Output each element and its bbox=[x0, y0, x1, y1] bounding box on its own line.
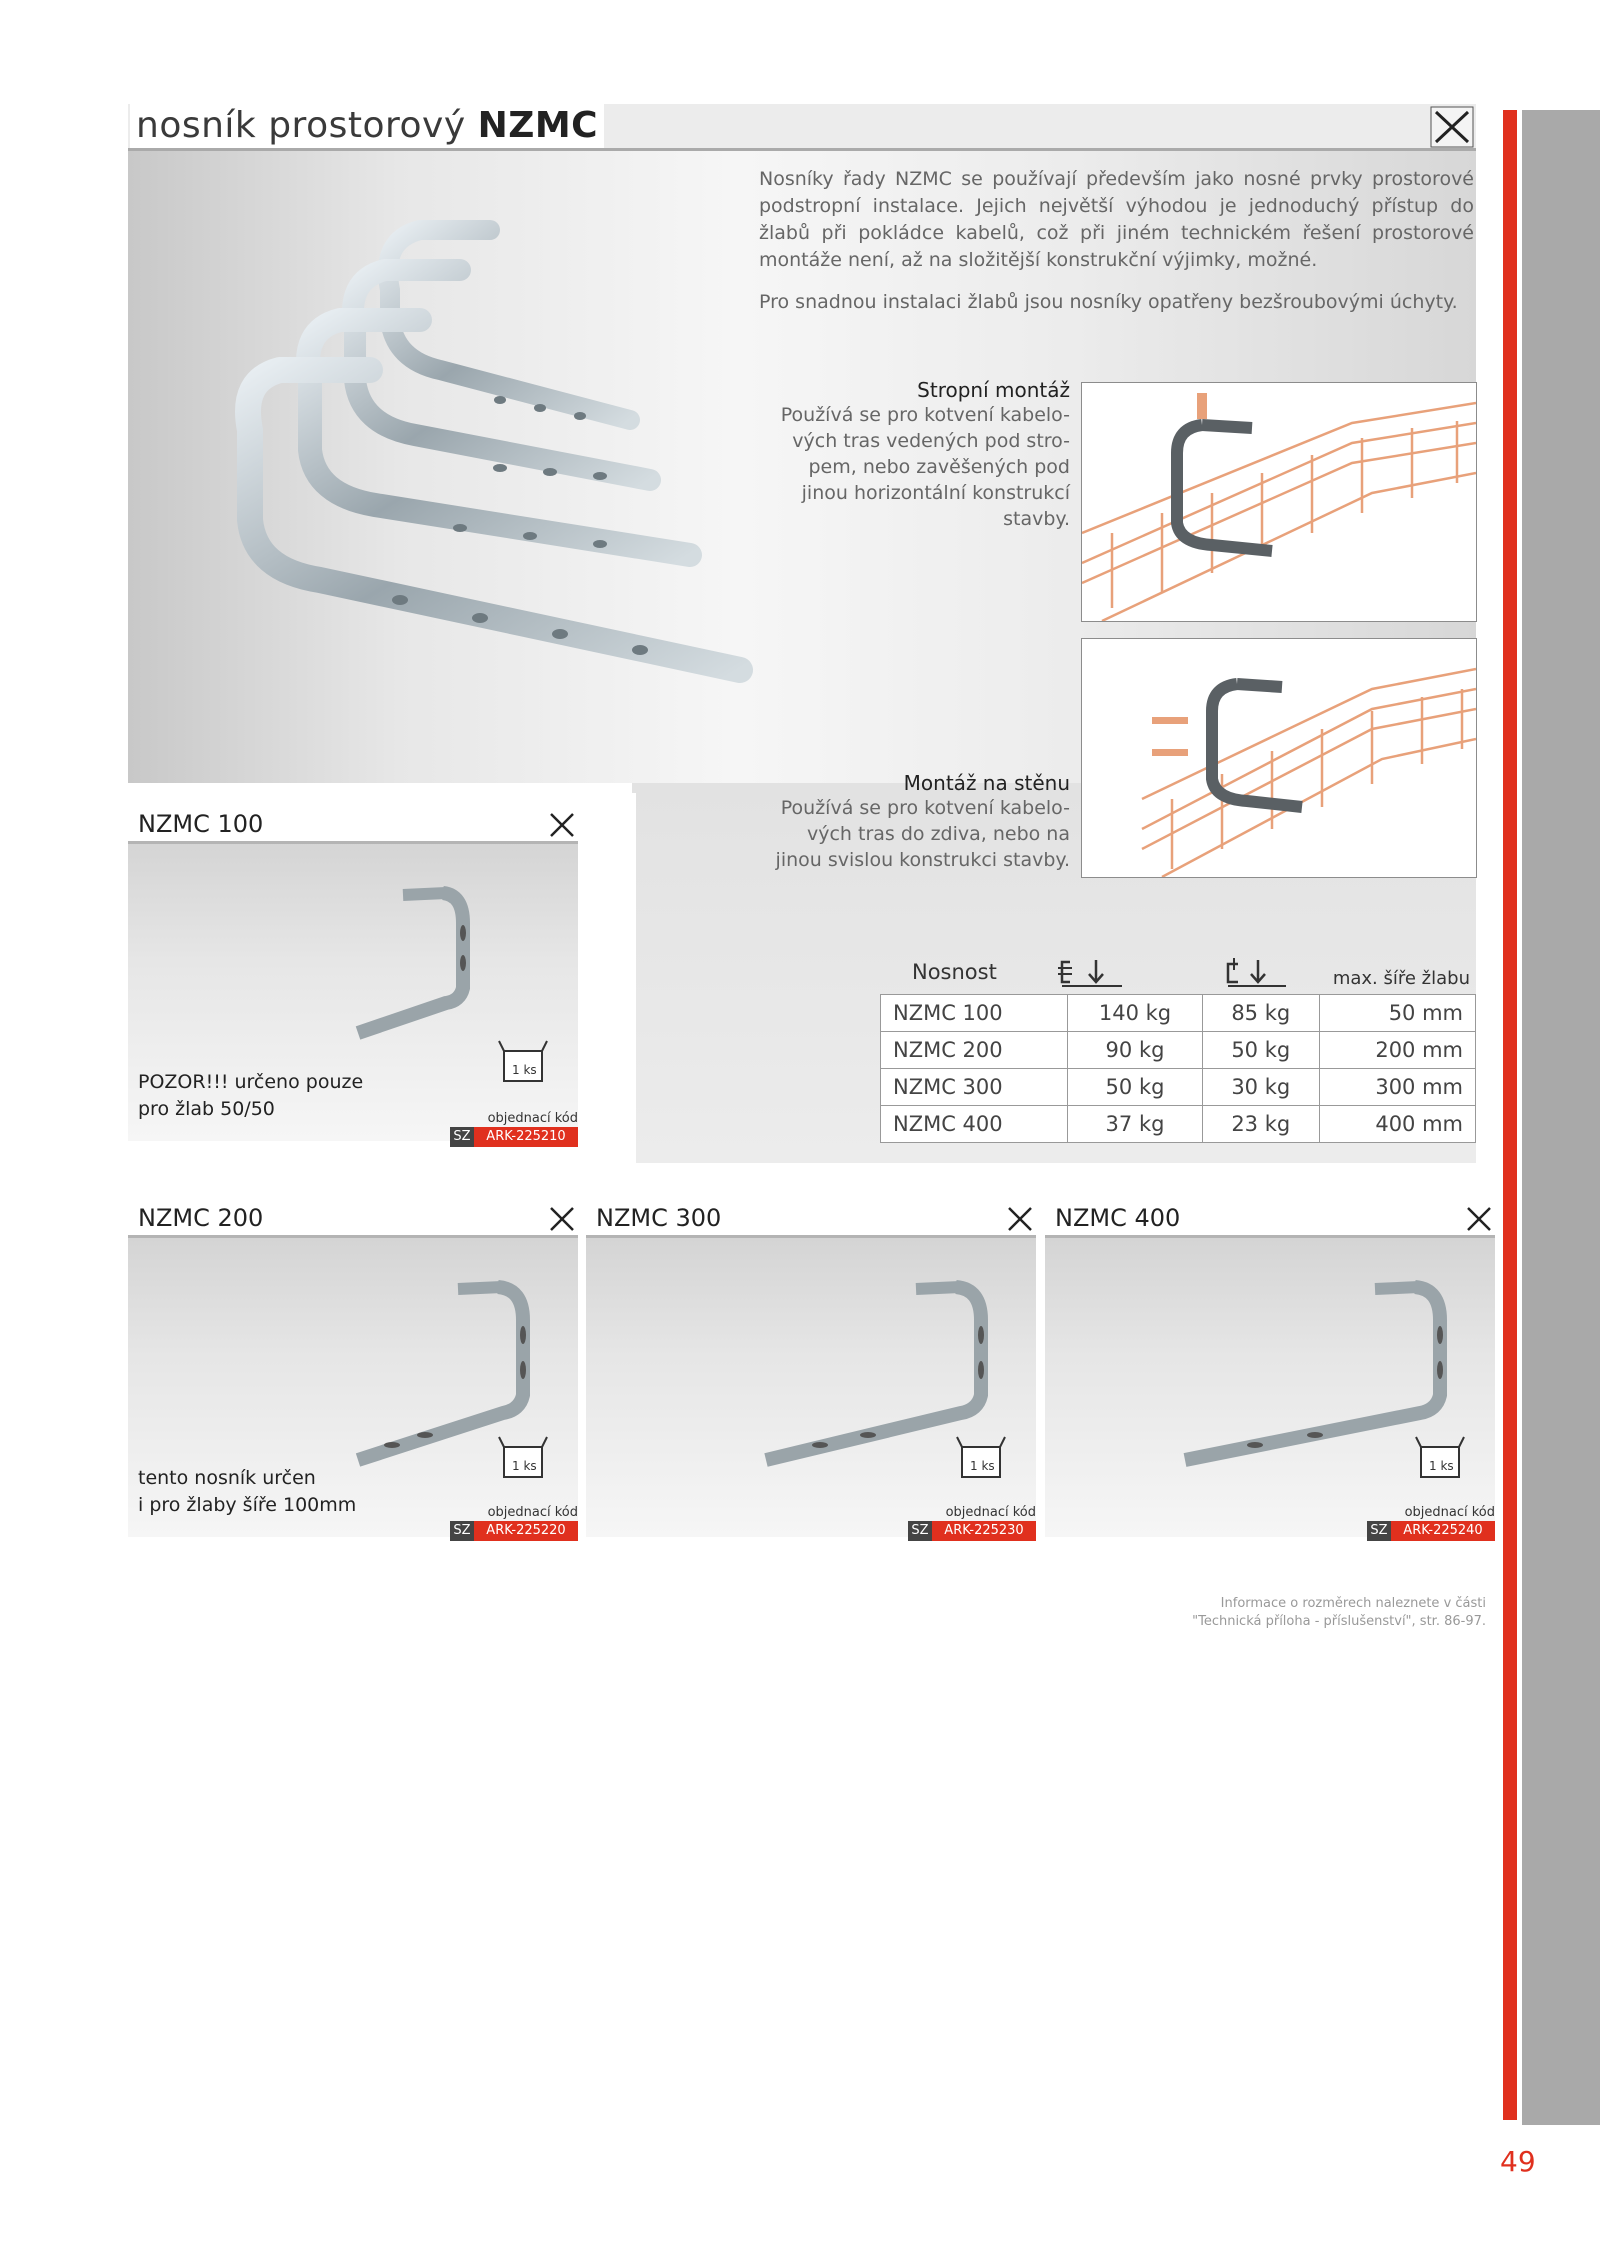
no-tools-icon bbox=[548, 1205, 576, 1233]
product-card-nzmc100 bbox=[128, 793, 636, 1163]
hero-brackets-image bbox=[200, 210, 800, 700]
product-card bbox=[586, 1195, 1036, 1550]
sidebar-red-stripe bbox=[1503, 110, 1517, 2120]
product-note: tento nosník určen i pro žlaby šíře 100mm bbox=[138, 1467, 357, 1516]
order-label: objednací kód bbox=[945, 1505, 1036, 1520]
load-caption: Nosnost bbox=[912, 960, 997, 984]
order-code: SZ ARK-225240 bbox=[1367, 1521, 1495, 1541]
load-cell-wall: 30 kg bbox=[1203, 1069, 1320, 1106]
pack-icon: 1 ks bbox=[1415, 1433, 1465, 1479]
page-header bbox=[128, 104, 1476, 148]
footer-note: Informace o rozměrech naleznete v části "Technická příloha - příslušenství", str. 86-97. bbox=[1192, 1596, 1486, 1629]
mounting-ceiling bbox=[760, 378, 1070, 532]
order-code: SZ ARK-225230 bbox=[908, 1521, 1036, 1541]
product-card bbox=[128, 1195, 578, 1550]
load-table-row bbox=[881, 995, 1476, 1032]
mounting-wall-title: Montáž na stěnu bbox=[903, 771, 1070, 795]
order-label: objednací kód bbox=[487, 1111, 578, 1126]
order-label: objednací kód bbox=[1404, 1505, 1495, 1520]
product-title: NZMC 300 bbox=[588, 1201, 729, 1235]
load-cell-width: 300 mm bbox=[1319, 1069, 1475, 1106]
wall-load-icon bbox=[1220, 956, 1290, 988]
width-header: max. šíře žlabu bbox=[1332, 968, 1470, 989]
product-image bbox=[348, 883, 498, 1043]
load-cell-width: 50 mm bbox=[1319, 995, 1475, 1032]
no-tools-icon bbox=[1430, 106, 1474, 148]
page-title: nosník prostorový NZMC bbox=[130, 104, 604, 148]
load-cell-ceiling: 50 kg bbox=[1067, 1069, 1202, 1106]
order-code: SZ ARK-225210 bbox=[450, 1127, 578, 1147]
pack-icon: 1 ks bbox=[498, 1037, 548, 1083]
load-cell-ceiling: 140 kg bbox=[1067, 995, 1202, 1032]
mounting-wall-text: Používá se pro kotvení kabelo-vých tras do zdiva, nebo na jinou svislou konstrukci stavby. bbox=[775, 797, 1070, 871]
load-cell-model: NZMC 100 bbox=[881, 995, 1068, 1032]
load-table-row bbox=[881, 1032, 1476, 1069]
order-code: SZ ARK-225220 bbox=[450, 1521, 578, 1541]
product-title: NZMC 200 bbox=[130, 1201, 271, 1235]
product-title: NZMC 400 bbox=[1047, 1201, 1188, 1235]
ceiling-load-icon bbox=[1056, 956, 1126, 988]
mounting-ceiling-title: Stropní montáž bbox=[917, 378, 1070, 402]
product-note: POZOR!!! určeno pouze pro žlab 50/50 bbox=[138, 1071, 364, 1120]
load-cell-model: NZMC 300 bbox=[881, 1069, 1068, 1106]
no-tools-icon bbox=[1465, 1205, 1493, 1233]
ceiling-mount-photo bbox=[1081, 382, 1477, 622]
load-cell-width: 400 mm bbox=[1319, 1106, 1475, 1143]
mounting-wall bbox=[760, 771, 1070, 873]
load-cell-ceiling: 90 kg bbox=[1067, 1032, 1202, 1069]
load-table-row bbox=[881, 1106, 1476, 1143]
load-table-row bbox=[881, 1069, 1476, 1106]
load-cell-width: 200 mm bbox=[1319, 1032, 1475, 1069]
product-title: NZMC 100 bbox=[130, 807, 271, 841]
load-cell-wall: 50 kg bbox=[1203, 1032, 1320, 1069]
product-card bbox=[1045, 1195, 1495, 1550]
no-tools-icon bbox=[1006, 1205, 1034, 1233]
wall-mount-photo bbox=[1081, 638, 1477, 878]
load-cell-wall: 85 kg bbox=[1203, 995, 1320, 1032]
intro-paragraph-2: Pro snadnou instalaci žlabů jsou nosníky opatřeny bezšroubovými úchyty. bbox=[759, 291, 1458, 313]
load-cell-ceiling: 37 kg bbox=[1067, 1106, 1202, 1143]
load-cell-model: NZMC 400 bbox=[881, 1106, 1068, 1143]
pack-icon: 1 ks bbox=[956, 1433, 1006, 1479]
page-number: 49 bbox=[1500, 2145, 1536, 2178]
mounting-ceiling-text: Používá se pro kotvení kabelo-vých tras vedených pod stro-pem, nebo zavěšených pod jinou horizontální konstrukcí stavby. bbox=[780, 404, 1070, 530]
sidebar-grey-bar bbox=[1522, 110, 1600, 2125]
pack-icon: 1 ks bbox=[498, 1433, 548, 1479]
load-cell-model: NZMC 200 bbox=[881, 1032, 1068, 1069]
load-cell-wall: 23 kg bbox=[1203, 1106, 1320, 1143]
order-label: objednací kód bbox=[487, 1505, 578, 1520]
no-tools-icon bbox=[548, 811, 576, 839]
load-table bbox=[880, 994, 1476, 1143]
intro-paragraph-1: Nosníky řady NZMC se používají především jako nosné prvky prostorové podstropní instalace. Jejich největší výhodou je jednoduchý přístup do žlabů při pokládce kabelů, což při jiném technickém řešení prostorové montáže není, až na složitější konstrukční výjimky, možné. bbox=[759, 168, 1474, 271]
